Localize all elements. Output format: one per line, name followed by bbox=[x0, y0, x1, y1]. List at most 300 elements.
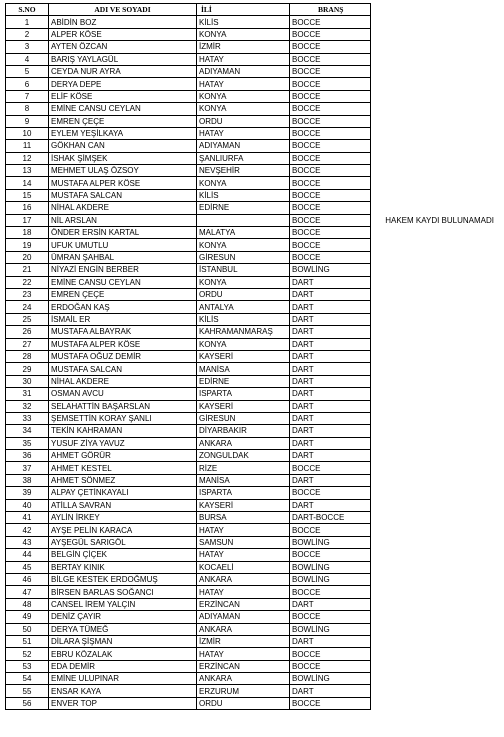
row-city: ŞANLIURFA bbox=[197, 152, 290, 164]
row-name: ELİF KÖSE bbox=[49, 90, 197, 102]
row-note bbox=[371, 90, 497, 102]
row-branch: BOWLİNG bbox=[290, 264, 371, 276]
row-number: 24 bbox=[6, 301, 49, 313]
row-number: 8 bbox=[6, 103, 49, 115]
row-branch: DART bbox=[290, 474, 371, 486]
row-name: BİRSEN BARLAS SOĞANCI bbox=[49, 586, 197, 598]
header-branch: BRANŞ bbox=[290, 4, 371, 16]
table-row bbox=[6, 474, 497, 486]
row-note bbox=[371, 276, 497, 288]
row-branch: BOCCE bbox=[290, 251, 371, 263]
row-city: EDİRNE bbox=[197, 202, 290, 214]
row-city: MANİSA bbox=[197, 474, 290, 486]
row-branch: BOCCE bbox=[290, 177, 371, 189]
row-city: İZMİR bbox=[197, 635, 290, 647]
row-number: 43 bbox=[6, 536, 49, 548]
row-note bbox=[371, 561, 497, 573]
row-city bbox=[197, 214, 290, 226]
row-note bbox=[371, 524, 497, 536]
row-name: AYŞEGÜL SARIGÖL bbox=[49, 536, 197, 548]
row-name: EMİNE CANSU CEYLAN bbox=[49, 276, 197, 288]
row-number: 38 bbox=[6, 474, 49, 486]
table-row bbox=[6, 90, 497, 102]
table-row bbox=[6, 65, 497, 77]
row-note bbox=[371, 375, 497, 387]
row-note: HAKEM KAYDI BULUNAMADI bbox=[385, 215, 494, 225]
row-name: EMREN ÇEÇE bbox=[49, 115, 197, 127]
row-number: 37 bbox=[6, 462, 49, 474]
row-city: ORDU bbox=[197, 288, 290, 300]
row-name: MUSTAFA ALPER KÖSE bbox=[49, 338, 197, 350]
row-note bbox=[371, 65, 497, 77]
table-row bbox=[6, 264, 497, 276]
row-name: ALPER KÖSE bbox=[49, 28, 197, 40]
row-name: ABİDİN BOZ bbox=[49, 16, 197, 28]
header-row bbox=[6, 4, 497, 16]
row-number: 40 bbox=[6, 499, 49, 511]
table-row bbox=[6, 28, 497, 40]
row-number: 30 bbox=[6, 375, 49, 387]
row-branch: BOWLİNG bbox=[290, 561, 371, 573]
row-note bbox=[371, 462, 497, 474]
row-number: 5 bbox=[6, 65, 49, 77]
row-branch: DART bbox=[290, 412, 371, 424]
row-number: 54 bbox=[6, 673, 49, 685]
row-name: AHMET SÖNMEZ bbox=[49, 474, 197, 486]
row-branch: BOCCE bbox=[290, 214, 371, 226]
row-number: 48 bbox=[6, 598, 49, 610]
row-number: 42 bbox=[6, 524, 49, 536]
row-number: 6 bbox=[6, 78, 49, 90]
table-row bbox=[6, 214, 497, 226]
row-note bbox=[371, 474, 497, 486]
row-branch: BOCCE bbox=[290, 227, 371, 239]
row-number: 10 bbox=[6, 127, 49, 139]
header-name: ADI VE SOYADI bbox=[49, 4, 197, 16]
row-note bbox=[371, 127, 497, 139]
row-name: CANSEL İREM YALÇIN bbox=[49, 598, 197, 610]
row-city: ADIYAMAN bbox=[197, 140, 290, 152]
row-branch: DART bbox=[290, 363, 371, 375]
row-note bbox=[371, 202, 497, 214]
row-note bbox=[371, 152, 497, 164]
row-branch: DART bbox=[290, 425, 371, 437]
row-name: ATİLLA SAVRAN bbox=[49, 499, 197, 511]
row-city: DİYARBAKIR bbox=[197, 425, 290, 437]
row-number: 46 bbox=[6, 573, 49, 585]
table-row bbox=[6, 499, 497, 511]
row-city: KONYA bbox=[197, 338, 290, 350]
row-branch: BOWLİNG bbox=[290, 623, 371, 635]
row-branch: DART bbox=[290, 635, 371, 647]
row-branch: DART bbox=[290, 350, 371, 362]
row-name: TEKİN KAHRAMAN bbox=[49, 425, 197, 437]
row-number: 52 bbox=[6, 648, 49, 660]
table-row bbox=[6, 251, 497, 263]
row-branch: BOCCE bbox=[290, 41, 371, 53]
row-name: ENSAR KAYA bbox=[49, 685, 197, 697]
row-note bbox=[371, 611, 497, 623]
row-city: ZONGULDAK bbox=[197, 450, 290, 462]
table-row bbox=[6, 326, 497, 338]
row-branch: BOCCE bbox=[290, 90, 371, 102]
table-row bbox=[6, 673, 497, 685]
table-row bbox=[6, 536, 497, 548]
row-branch: BOCCE bbox=[290, 462, 371, 474]
row-note bbox=[371, 264, 497, 276]
row-number: 12 bbox=[6, 152, 49, 164]
row-note bbox=[371, 227, 497, 239]
row-city: KİLİS bbox=[197, 189, 290, 201]
row-name: ŞEMSETTİN KORAY ŞANLI bbox=[49, 412, 197, 424]
row-name: DENİZ ÇAYIR bbox=[49, 611, 197, 623]
row-branch: BOCCE bbox=[290, 53, 371, 65]
row-name: MUSTAFA SALCAN bbox=[49, 363, 197, 375]
row-number: 53 bbox=[6, 660, 49, 672]
row-note bbox=[371, 189, 497, 201]
row-city: ERZİNCAN bbox=[197, 598, 290, 610]
row-note bbox=[371, 301, 497, 313]
row-note bbox=[371, 450, 497, 462]
row-name: EYLEM YEŞİLKAYA bbox=[49, 127, 197, 139]
row-city: KONYA bbox=[197, 28, 290, 40]
row-number: 26 bbox=[6, 326, 49, 338]
row-note bbox=[371, 103, 497, 115]
row-number: 33 bbox=[6, 412, 49, 424]
row-city: KAYSERİ bbox=[197, 350, 290, 362]
row-city: ISPARTA bbox=[197, 388, 290, 400]
row-note bbox=[371, 78, 497, 90]
row-city: GİRESUN bbox=[197, 251, 290, 263]
row-number: 29 bbox=[6, 363, 49, 375]
row-city: KAYSERİ bbox=[197, 499, 290, 511]
row-branch: DART bbox=[290, 685, 371, 697]
table-row bbox=[6, 115, 497, 127]
row-branch: BOCCE bbox=[290, 487, 371, 499]
row-note bbox=[371, 635, 497, 647]
row-branch: BOCCE bbox=[290, 549, 371, 561]
row-name: AYŞE PELİN KARACA bbox=[49, 524, 197, 536]
row-branch: BOWLİNG bbox=[290, 536, 371, 548]
table-row bbox=[6, 165, 497, 177]
row-note bbox=[371, 660, 497, 672]
row-number: 39 bbox=[6, 487, 49, 499]
row-branch: DART bbox=[290, 288, 371, 300]
row-note bbox=[371, 165, 497, 177]
row-number: 23 bbox=[6, 288, 49, 300]
row-branch: BOCCE bbox=[290, 165, 371, 177]
table-row bbox=[6, 611, 497, 623]
table-row bbox=[6, 140, 497, 152]
row-branch: BOCCE bbox=[290, 103, 371, 115]
table-row bbox=[6, 400, 497, 412]
row-branch: BOCCE bbox=[290, 611, 371, 623]
row-city: İSTANBUL bbox=[197, 264, 290, 276]
row-note bbox=[371, 251, 497, 263]
row-note bbox=[371, 648, 497, 660]
row-number: 9 bbox=[6, 115, 49, 127]
row-name: EMİNE ULUPINAR bbox=[49, 673, 197, 685]
row-number: 13 bbox=[6, 165, 49, 177]
referee-table bbox=[5, 3, 497, 710]
row-name: BERTAY KINIK bbox=[49, 561, 197, 573]
row-name: ENVER TOP bbox=[49, 697, 197, 709]
table-row bbox=[6, 375, 497, 387]
row-branch: BOCCE bbox=[290, 697, 371, 709]
row-city: KİLİS bbox=[197, 16, 290, 28]
row-number: 21 bbox=[6, 264, 49, 276]
table-row bbox=[6, 623, 497, 635]
table-row bbox=[6, 338, 497, 350]
table-row bbox=[6, 276, 497, 288]
row-city: ORDU bbox=[197, 115, 290, 127]
row-branch: BOCCE bbox=[290, 524, 371, 536]
row-note bbox=[371, 412, 497, 424]
row-name: OSMAN AVCU bbox=[49, 388, 197, 400]
row-note bbox=[371, 400, 497, 412]
row-branch: DART bbox=[290, 598, 371, 610]
row-number: 31 bbox=[6, 388, 49, 400]
row-name: YUSUF ZİYA YAVUZ bbox=[49, 437, 197, 449]
row-name: BARIŞ YAYLAGÜL bbox=[49, 53, 197, 65]
table-row bbox=[6, 586, 497, 598]
row-name: EBRU KÖZALAK bbox=[49, 648, 197, 660]
row-note bbox=[371, 326, 497, 338]
row-name: NİHAL AKDERE bbox=[49, 202, 197, 214]
row-name: DERYA TÜMEĞ bbox=[49, 623, 197, 635]
table-row bbox=[6, 189, 497, 201]
row-note bbox=[371, 673, 497, 685]
row-note bbox=[371, 338, 497, 350]
row-branch: DART bbox=[290, 326, 371, 338]
row-city: ADIYAMAN bbox=[197, 65, 290, 77]
table-row bbox=[6, 660, 497, 672]
table-row bbox=[6, 512, 497, 524]
row-number: 44 bbox=[6, 549, 49, 561]
row-city: KONYA bbox=[197, 177, 290, 189]
row-note bbox=[371, 388, 497, 400]
row-city: ANKARA bbox=[197, 437, 290, 449]
table-row bbox=[6, 301, 497, 313]
row-branch: BOWLİNG bbox=[290, 573, 371, 585]
row-name: İSMAİL ER bbox=[49, 313, 197, 325]
row-branch: BOCCE bbox=[290, 189, 371, 201]
row-note bbox=[371, 115, 497, 127]
row-number: 20 bbox=[6, 251, 49, 263]
row-name: MUSTAFA ALBAYRAK bbox=[49, 326, 197, 338]
row-number: 22 bbox=[6, 276, 49, 288]
table-row bbox=[6, 388, 497, 400]
row-number: 14 bbox=[6, 177, 49, 189]
row-name: AHMET GÖRÜR bbox=[49, 450, 197, 462]
row-note bbox=[371, 536, 497, 548]
row-name: DİLARA ŞİŞMAN bbox=[49, 635, 197, 647]
row-note bbox=[371, 499, 497, 511]
row-note bbox=[371, 140, 497, 152]
row-name: EMREN ÇEÇE bbox=[49, 288, 197, 300]
row-number: 27 bbox=[6, 338, 49, 350]
row-branch: BOCCE bbox=[290, 16, 371, 28]
row-name: ÖNDER ERSİN KARTAL bbox=[49, 227, 197, 239]
row-city: HATAY bbox=[197, 78, 290, 90]
row-city: EDİRNE bbox=[197, 375, 290, 387]
table-row bbox=[6, 202, 497, 214]
row-city: ORDU bbox=[197, 697, 290, 709]
row-number: 11 bbox=[6, 140, 49, 152]
row-number: 18 bbox=[6, 227, 49, 239]
row-city: HATAY bbox=[197, 586, 290, 598]
row-city: GİRESUN bbox=[197, 412, 290, 424]
row-number: 50 bbox=[6, 623, 49, 635]
row-name: ERDOĞAN KAŞ bbox=[49, 301, 197, 313]
row-note bbox=[371, 350, 497, 362]
row-city: HATAY bbox=[197, 53, 290, 65]
row-branch: BOCCE bbox=[290, 78, 371, 90]
row-city: BURSA bbox=[197, 512, 290, 524]
table-row bbox=[6, 685, 497, 697]
table-row bbox=[6, 573, 497, 585]
row-number: 7 bbox=[6, 90, 49, 102]
row-name: AYLİN İRKEY bbox=[49, 512, 197, 524]
table-row bbox=[6, 425, 497, 437]
row-city: KAYSERİ bbox=[197, 400, 290, 412]
row-note bbox=[371, 685, 497, 697]
table-row bbox=[6, 78, 497, 90]
row-number: 45 bbox=[6, 561, 49, 573]
row-note bbox=[371, 16, 497, 28]
row-number: 51 bbox=[6, 635, 49, 647]
row-number: 2 bbox=[6, 28, 49, 40]
row-note bbox=[371, 697, 497, 709]
row-note bbox=[371, 313, 497, 325]
row-branch: BOCCE bbox=[290, 660, 371, 672]
row-branch: BOCCE bbox=[290, 127, 371, 139]
row-branch: DART bbox=[290, 375, 371, 387]
table-row bbox=[6, 177, 497, 189]
row-city: HATAY bbox=[197, 524, 290, 536]
row-number: 36 bbox=[6, 450, 49, 462]
row-note bbox=[371, 363, 497, 375]
table-row bbox=[6, 487, 497, 499]
row-city: ADIYAMAN bbox=[197, 611, 290, 623]
row-branch: BOCCE bbox=[290, 586, 371, 598]
row-city: KONYA bbox=[197, 103, 290, 115]
row-branch: BOCCE bbox=[290, 28, 371, 40]
row-branch: BOCCE bbox=[290, 239, 371, 251]
table-row bbox=[6, 363, 497, 375]
row-name: SELAHATTİN BAŞARSLAN bbox=[49, 400, 197, 412]
row-city: KİLİS bbox=[197, 313, 290, 325]
row-name: EDA DEMİR bbox=[49, 660, 197, 672]
row-number: 3 bbox=[6, 41, 49, 53]
row-note bbox=[371, 41, 497, 53]
row-branch: BOCCE bbox=[290, 648, 371, 660]
row-branch: BOCCE bbox=[290, 152, 371, 164]
row-branch: DART bbox=[290, 400, 371, 412]
row-city: HATAY bbox=[197, 648, 290, 660]
row-number: 32 bbox=[6, 400, 49, 412]
header-note-blank bbox=[371, 4, 497, 16]
row-note bbox=[371, 288, 497, 300]
table-row bbox=[6, 239, 497, 251]
row-note bbox=[371, 623, 497, 635]
row-note bbox=[371, 549, 497, 561]
table-row bbox=[6, 288, 497, 300]
row-name: BELGİN ÇİÇEK bbox=[49, 549, 197, 561]
row-note bbox=[371, 53, 497, 65]
row-branch: DART bbox=[290, 301, 371, 313]
row-note bbox=[371, 586, 497, 598]
table-row bbox=[6, 127, 497, 139]
row-name: EMİNE CANSU CEYLAN bbox=[49, 103, 197, 115]
table-row bbox=[6, 437, 497, 449]
row-city: KOCAELİ bbox=[197, 561, 290, 573]
row-city: ANKARA bbox=[197, 673, 290, 685]
row-number: 25 bbox=[6, 313, 49, 325]
row-name: DERYA DEPE bbox=[49, 78, 197, 90]
row-city: KONYA bbox=[197, 90, 290, 102]
row-branch: DART bbox=[290, 338, 371, 350]
row-number: 34 bbox=[6, 425, 49, 437]
row-name: MUSTAFA ALPER KÖSE bbox=[49, 177, 197, 189]
row-note bbox=[371, 573, 497, 585]
row-branch: DART bbox=[290, 313, 371, 325]
row-note bbox=[371, 239, 497, 251]
row-note bbox=[371, 177, 497, 189]
row-number: 49 bbox=[6, 611, 49, 623]
row-name: AYTEN ÖZCAN bbox=[49, 41, 197, 53]
row-city: KONYA bbox=[197, 239, 290, 251]
row-note bbox=[371, 28, 497, 40]
row-branch: BOCCE bbox=[290, 115, 371, 127]
row-branch: BOWLİNG bbox=[290, 673, 371, 685]
table-row bbox=[6, 53, 497, 65]
row-city: HATAY bbox=[197, 549, 290, 561]
row-name: İSHAK ŞİMŞEK bbox=[49, 152, 197, 164]
row-city: MALATYA bbox=[197, 227, 290, 239]
row-note bbox=[371, 512, 497, 524]
row-number: 28 bbox=[6, 350, 49, 362]
table-row bbox=[6, 598, 497, 610]
row-branch: DART bbox=[290, 499, 371, 511]
row-name: ALPAY ÇETİNKAYALI bbox=[49, 487, 197, 499]
table-row bbox=[6, 450, 497, 462]
table-row bbox=[6, 41, 497, 53]
row-branch: DART bbox=[290, 388, 371, 400]
row-branch: DART bbox=[290, 276, 371, 288]
row-name: ÜMRAN ŞAHBAL bbox=[49, 251, 197, 263]
row-city: İZMİR bbox=[197, 41, 290, 53]
row-number: 47 bbox=[6, 586, 49, 598]
row-note bbox=[371, 487, 497, 499]
row-city: ERZURUM bbox=[197, 685, 290, 697]
table-row bbox=[6, 648, 497, 660]
row-city: ANKARA bbox=[197, 573, 290, 585]
row-city: RİZE bbox=[197, 462, 290, 474]
row-number: 4 bbox=[6, 53, 49, 65]
row-name: GÖKHAN CAN bbox=[49, 140, 197, 152]
row-number: 1 bbox=[6, 16, 49, 28]
row-name: CEYDA NUR AYRA bbox=[49, 65, 197, 77]
table-row bbox=[6, 561, 497, 573]
table-row bbox=[6, 412, 497, 424]
row-branch: DART bbox=[290, 437, 371, 449]
row-name: MEHMET ULAŞ ÖZSOY bbox=[49, 165, 197, 177]
table-row bbox=[6, 16, 497, 28]
table-row bbox=[6, 524, 497, 536]
table-row bbox=[6, 462, 497, 474]
row-city: KONYA bbox=[197, 276, 290, 288]
